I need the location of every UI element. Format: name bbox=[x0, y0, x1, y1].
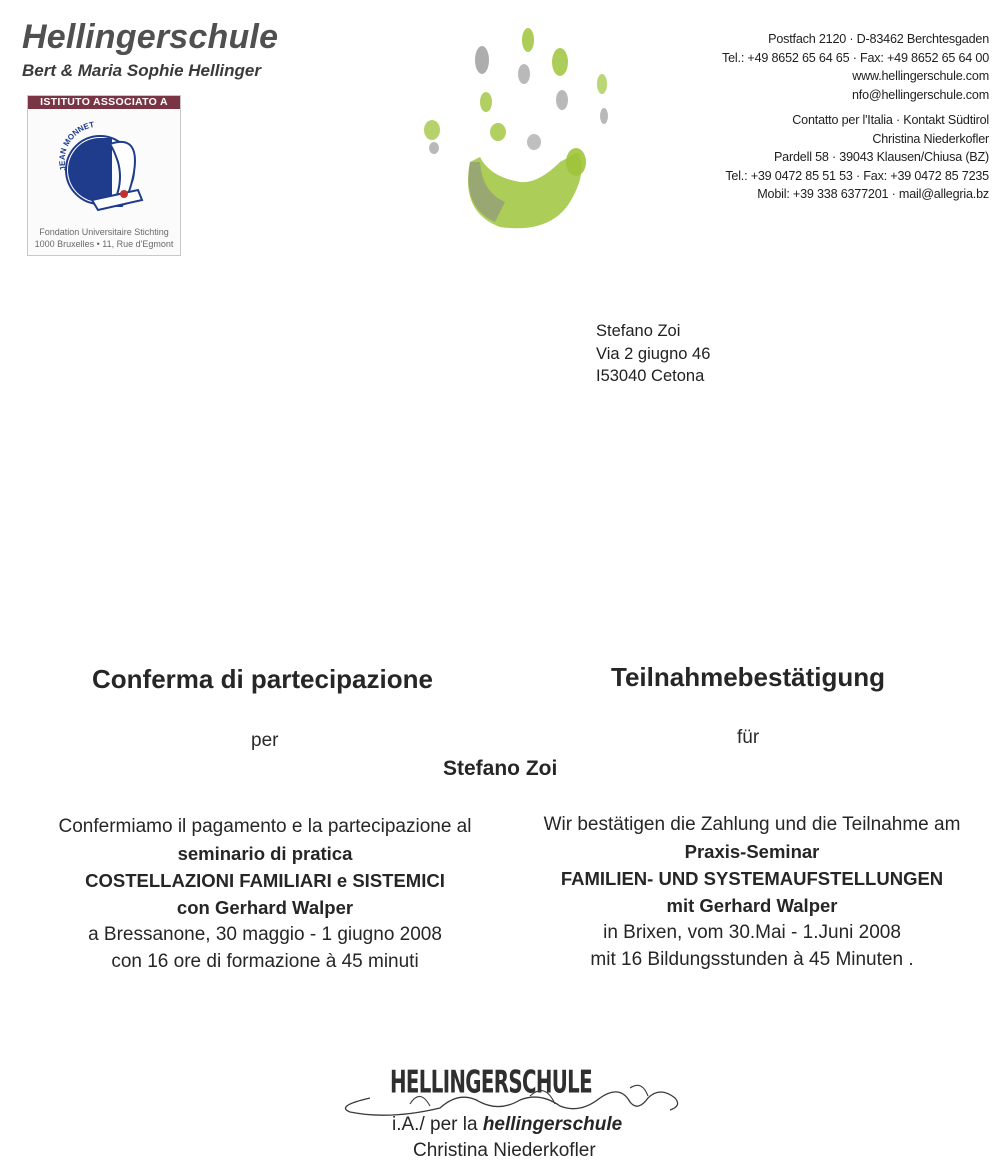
on-behalf-prefix: i.A./ per la bbox=[392, 1114, 483, 1135]
de-line-5: in Brixen, vom 30.Mai - 1.Juni 2008 bbox=[603, 922, 901, 943]
it-line-2: seminario di pratica bbox=[177, 843, 353, 864]
fuer-word: für bbox=[737, 727, 760, 748]
badge-banner: ISTITUTO ASSOCIATO A bbox=[28, 96, 180, 109]
de-line-2: Praxis-Seminar bbox=[684, 841, 820, 862]
handprint-logo bbox=[410, 12, 625, 237]
contact-email: nfo@hellingerschule.com bbox=[852, 87, 989, 102]
it-line-3: COSTELLAZIONI FAMILIARI e SISTEMICI bbox=[85, 870, 445, 891]
it-line-4: con Gerhard Walper bbox=[176, 897, 354, 918]
confirmation-text-italian bbox=[30, 813, 500, 975]
school-stamp: HELLINGERSCHULE bbox=[390, 1064, 592, 1101]
recipient-city: I53040 Cetona bbox=[596, 367, 705, 385]
it-line-1: Confermiamo il pagamento e la partecipazione al bbox=[58, 816, 472, 837]
de-line-6: mit 16 Bildungsstunden à 45 Minuten . bbox=[590, 949, 914, 970]
contact-website: www.hellingerschule.com bbox=[852, 69, 989, 83]
contact-italy-phone-fax: Tel.: +39 0472 85 51 53 · Fax: +39 0472 85 7235 bbox=[725, 168, 989, 183]
per-word: per bbox=[251, 730, 279, 751]
it-line-6: con 16 ore di formazione à 45 minuti bbox=[111, 951, 419, 972]
de-line-4: mit Gerhard Walper bbox=[666, 895, 838, 916]
school-name-title: Hellingerschule bbox=[22, 18, 279, 56]
it-line-5: a Bressanone, 30 maggio - 1 giugno 2008 bbox=[88, 924, 442, 945]
participant-name: Stefano Zoi bbox=[443, 757, 558, 780]
de-line-3: FAMILIEN- UND SYSTEMAUFSTELLUNGEN bbox=[560, 868, 944, 889]
heading-italian: Conferma di partecipazione bbox=[92, 664, 433, 694]
svg-text:JEAN MONNET: JEAN MONNET bbox=[57, 120, 95, 172]
on-behalf-school: hellingerschule bbox=[482, 1114, 623, 1135]
contact-phone-fax: Tel.: +49 8652 65 64 65 · Fax: +49 8652 65 64 00 bbox=[722, 50, 989, 65]
contact-germany bbox=[722, 30, 989, 104]
heading-german: Teilnahmebestätigung bbox=[611, 662, 885, 692]
recipient-street: Via 2 giugno 46 bbox=[596, 344, 711, 363]
signatory-name: Christina Niederkofler bbox=[413, 1140, 596, 1161]
contact-italy bbox=[725, 111, 989, 204]
contact-postal: Postfach 2120 · D-83462 Berchtesgaden bbox=[768, 32, 989, 46]
associated-institute-badge bbox=[27, 95, 181, 256]
contact-italy-person: Christina Niederkofler bbox=[872, 131, 989, 146]
contact-italy-title: Contatto per l'Italia · Kontakt Südtirol bbox=[792, 113, 989, 127]
confirmation-text-german bbox=[517, 811, 987, 973]
recipient-name: Stefano Zoi bbox=[596, 322, 681, 340]
jean-monnet-logo bbox=[52, 114, 156, 222]
badge-footer-line-2: 1000 Bruxelles • 11, Rue d'Egmont bbox=[34, 239, 174, 249]
contact-italy-address: Pardell 58 · 39043 Klausen/Chiusa (BZ) bbox=[773, 150, 989, 164]
contact-italy-mobile-mail: Mobil: +39 338 6377201 · mail@allegria.bz bbox=[757, 187, 989, 201]
recipient-address bbox=[596, 320, 710, 388]
badge-footer-line-1: Fondation Universitaire Stichting bbox=[39, 227, 169, 237]
school-founders-subtitle: Bert & Maria Sophie Hellinger bbox=[22, 61, 261, 80]
signature-on-behalf bbox=[392, 1114, 622, 1136]
de-line-1: Wir bestätigen die Zahlung und die Teilnahme am bbox=[543, 814, 961, 835]
